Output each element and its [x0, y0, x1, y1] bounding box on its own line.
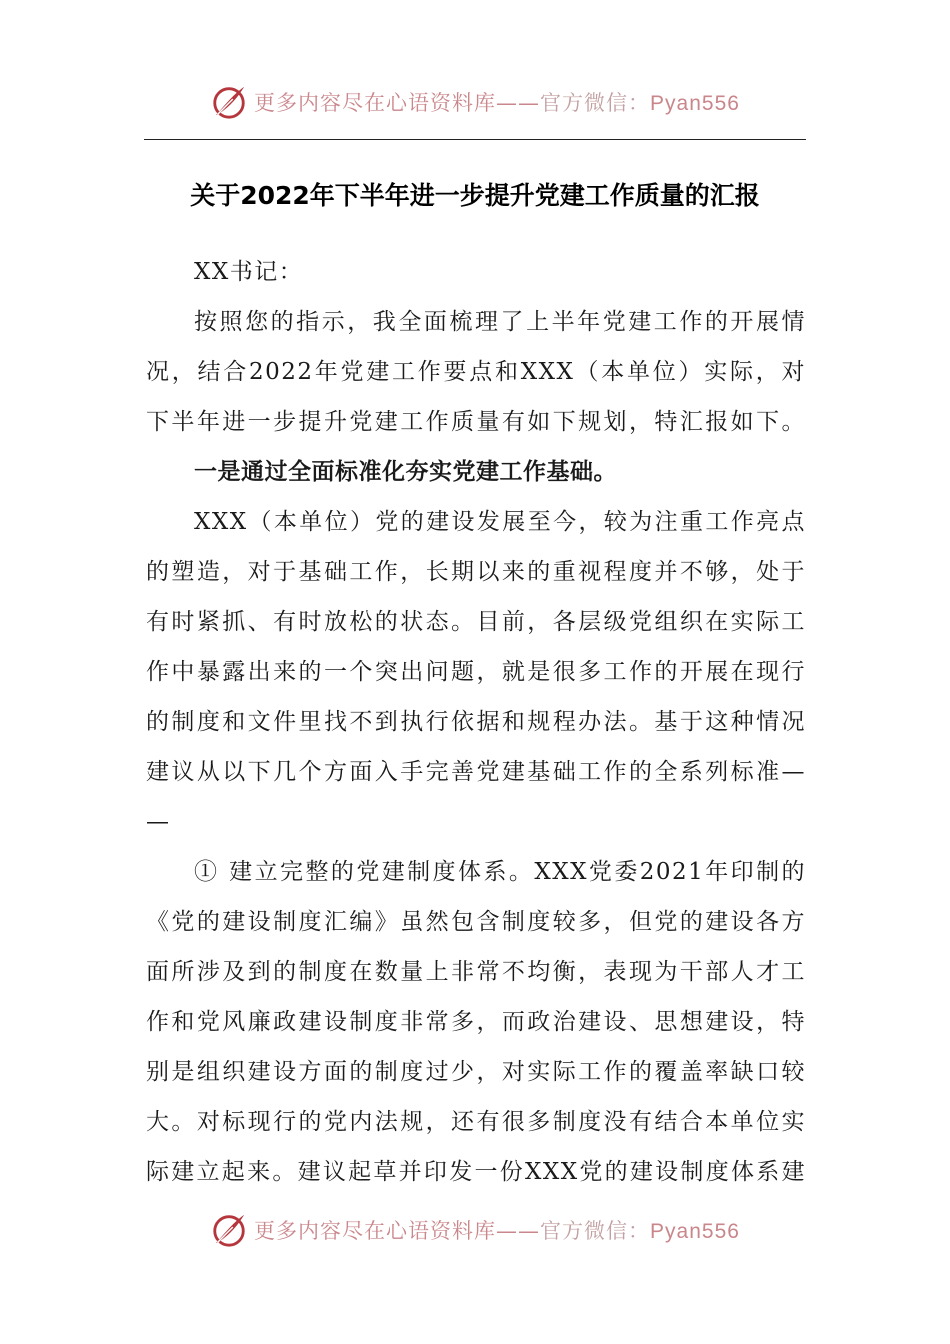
- body-line: 的制度和文件里找不到执行依据和规程办法。基于这种情况: [146, 709, 806, 735]
- watermark-banner-top: [0, 82, 950, 122]
- quill-logo-icon: [210, 1211, 248, 1249]
- body-line: 有时紧抓、有时放松的状态。目前，各层级党组织在实际工: [146, 609, 806, 635]
- document-title: 关于2022年下半年进一步提升党建工作质量的汇报: [190, 181, 760, 210]
- body-line: 作中暴露出来的一个突出问题，就是很多工作的开展在现行: [146, 659, 806, 685]
- body-line: 建议从以下几个方面入手完善党建基础工作的全系列标准—: [146, 759, 806, 785]
- body-line: 况，结合2022年党建工作要点和XXX（本单位）实际，对: [146, 359, 806, 385]
- document-body: [146, 247, 806, 1197]
- body-line: 下半年进一步提升党建工作质量有如下规划，特汇报如下。: [146, 409, 806, 435]
- quill-logo-icon: [210, 83, 248, 121]
- header-divider: [144, 139, 806, 140]
- watermark-banner-bottom: [0, 1210, 950, 1250]
- body-line: 的塑造，对于基础工作，长期以来的重视程度并不够，处于: [146, 559, 806, 585]
- body-line: 按照您的指示，我全面梳理了上半年党建工作的开展情: [194, 309, 806, 335]
- section-heading: 一是通过全面标准化夯实党建工作基础。: [194, 459, 617, 485]
- salutation: XX书记：: [194, 259, 304, 285]
- body-line: XXX（本单位）党的建设发展至今，较为注重工作亮点: [194, 509, 806, 535]
- body-line: 《党的建设制度汇编》虽然包含制度较多，但党的建设各方: [146, 909, 806, 935]
- body-line: 面所涉及到的制度在数量上非常不均衡，表现为干部人才工: [146, 959, 806, 985]
- body-line: ① 建立完整的党建制度体系。XXX党委2021年印制的: [194, 859, 806, 885]
- body-line: 大。对标现行的党内法规，还有很多制度没有结合本单位实: [146, 1109, 806, 1135]
- body-line: 别是组织建设方面的制度过少，对实际工作的覆盖率缺口较: [146, 1059, 806, 1085]
- body-line: 作和党风廉政建设制度非常多，而政治建设、思想建设，特: [146, 1009, 806, 1035]
- watermark-text: 更多内容尽在心语资料库——官方微信：Pyan556: [254, 91, 740, 115]
- watermark-text: 更多内容尽在心语资料库——官方微信：Pyan556: [254, 1219, 740, 1243]
- body-line: —: [146, 809, 171, 835]
- body-line: 际建立起来。建议起草并印发一份XXX党的建设制度体系建: [146, 1159, 806, 1185]
